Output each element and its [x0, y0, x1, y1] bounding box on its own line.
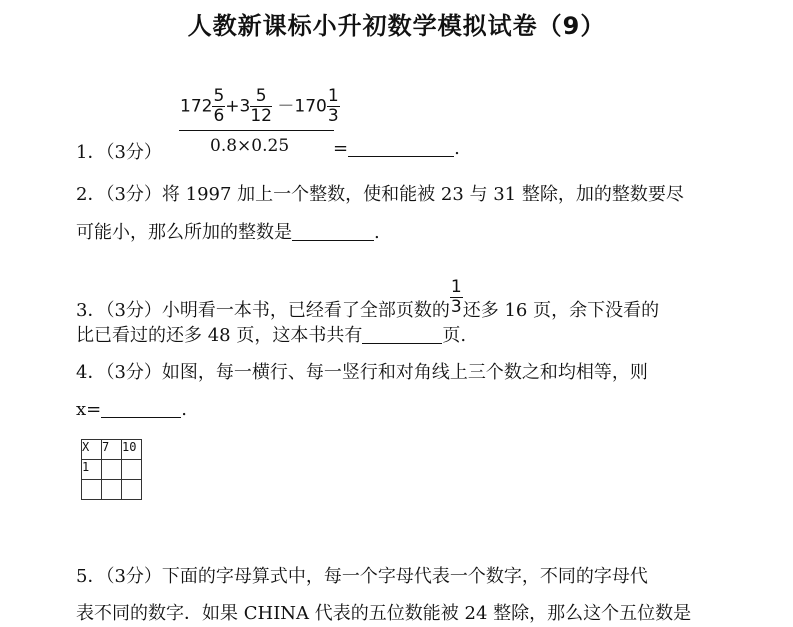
q3-fraction	[450, 279, 463, 316]
page-title: 人教新课标小升初数学模拟试卷（9）	[187, 12, 606, 40]
q1-term2-num: 5	[250, 88, 272, 107]
q1-equals: =	[333, 138, 349, 159]
q2-period: .	[374, 222, 380, 243]
q3-fraction-den: 3	[450, 297, 462, 317]
q1-period: .	[454, 138, 460, 159]
grid-cell: 1	[82, 460, 102, 480]
q3-line-1-post: 还多 16 页，余下没看的	[462, 300, 660, 321]
q1-numerator	[180, 88, 340, 125]
q1-term3-fraction	[327, 88, 340, 125]
grid-row	[82, 480, 142, 500]
q2-line-1: 2．（3分）将 1997 加上一个整数，使和能被 23 与 31 整除，加的整数要尽	[76, 184, 684, 205]
q4-period: .	[181, 399, 187, 420]
q2-answer-blank[interactable]	[292, 222, 374, 241]
q1-denominator: 0.8×0.25	[210, 136, 290, 156]
q3-line-2	[76, 321, 466, 347]
grid-cell	[102, 480, 122, 500]
grid-row	[82, 460, 142, 480]
q3-line-2-post: 页.	[442, 325, 467, 346]
q2-line-2-text: 可能小，那么所加的整数是	[76, 222, 292, 243]
grid-cell: 10	[122, 440, 142, 460]
q1-term1-fraction	[212, 88, 225, 125]
q3-line-1	[76, 279, 659, 322]
q5-line-1: 5．（3分）下面的字母算式中，每一个字母代表一个数字，不同的字母代	[76, 566, 648, 587]
q1-answer	[333, 138, 460, 159]
q1-term1-num: 5	[213, 86, 225, 106]
grid-cell	[82, 480, 102, 500]
grid-cell	[102, 460, 122, 480]
q1-fraction-bar	[179, 130, 334, 131]
q1-term2-fraction	[250, 88, 272, 125]
q5-line-2: 表不同的数字．如果 CHINA 代表的五位数能被 24 整除，那么这个五位数是	[76, 603, 692, 624]
q1-term3-num: 1	[327, 86, 339, 106]
q4-answer-blank[interactable]	[101, 399, 181, 418]
q3-line-2-pre: 比已看过的还多 48 页，这本书共有	[76, 325, 363, 346]
q1-term3-den: 3	[327, 106, 339, 126]
q1-label: 1．（3分）	[76, 142, 162, 163]
q1-term2-den: 12	[250, 106, 272, 126]
grid-cell	[122, 460, 142, 480]
q3-answer-blank[interactable]	[362, 325, 442, 344]
q1-term2-int: +3	[225, 96, 251, 117]
q2-line-2	[76, 218, 380, 244]
grid-row	[82, 440, 142, 460]
q4-line-2	[76, 399, 187, 420]
magic-square-grid	[81, 439, 142, 500]
q4-line-2-pre: x=	[76, 399, 102, 420]
q1-term1-den: 6	[213, 106, 225, 126]
grid-cell: 7	[102, 440, 122, 460]
q4-line-1: 4．（3分）如图，每一横行、每一竖行和对角线上三个数之和均相等，则	[76, 362, 648, 383]
grid-cell	[122, 480, 142, 500]
q3-fraction-num: 1	[450, 277, 462, 297]
q1-term1-int: 172	[180, 96, 213, 117]
q1-answer-blank[interactable]	[348, 138, 454, 157]
q1-term3-int: －170	[277, 96, 327, 117]
q3-line-1-pre: 3．（3分）小明看一本书，已经看了全部页数的	[76, 300, 450, 321]
grid-cell: X	[82, 440, 102, 460]
